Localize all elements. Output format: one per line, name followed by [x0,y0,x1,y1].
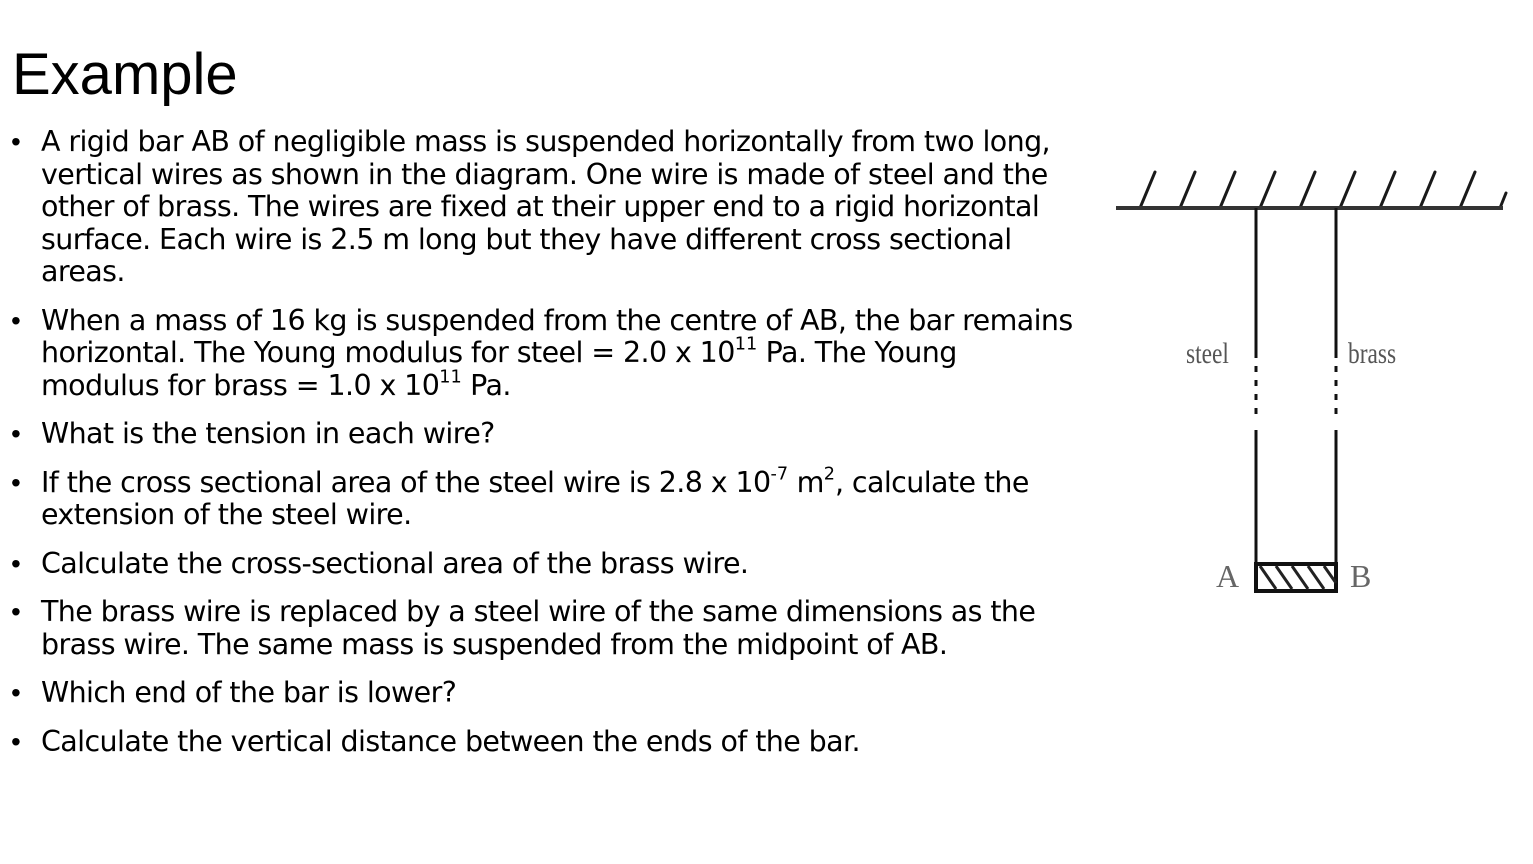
bullet-text: When a mass of 16 kg is suspended from the centre of AB, the bar remains horizontal. The Young modulus for steel = 2.0 x 10 [41,303,1073,369]
slide-title: Example [12,42,238,107]
bullet-text: Calculate the vertical distance between the ends of the bar. [41,724,860,758]
bullet-item [0,126,1075,289]
bullet-text: Which end of the bar is lower? [41,676,457,709]
bullet-text: Pa. [461,368,511,402]
bullet-item [0,548,1075,581]
end-b-label: B [1350,558,1372,594]
bullet-text: , calculate the extension of the steel wire. [41,465,1029,531]
bullet-text: If the cross sectional area of the steel wire is 2.8 x 10 [41,465,771,499]
bullet-text: A rigid bar AB of negligible mass is suspended horizontally from two long, vertical wires as shown in the diagram. One wire is made of steel and the other of brass. The wires are fixed at their upper end to a rigid horizontal surface. Each wire is 2.5 m long but they have different cross sectional areas. [41,125,1051,288]
bullet-dot-icon: • [11,418,21,449]
wire-diagram [1108,160,1508,605]
rigid-bar-ab [1256,564,1336,591]
ceiling-hatching [1140,172,1506,208]
exponent: -7 [770,464,789,485]
bullet-text: What is the tension in each wire? [41,417,495,450]
bullet-text: Pa. The Young modulus for brass = 1.0 x 10 [41,336,957,402]
bullet-item [0,464,1075,532]
bullet-list [0,126,1075,774]
bullet-item [0,596,1075,661]
bullet-dot-icon: • [11,547,21,579]
bullet-dot-icon: • [11,596,21,627]
brass-label: brass [1348,336,1397,370]
bullet-dot-icon: • [11,304,21,336]
bullet-dot-icon: • [11,677,21,708]
bullet-text: m [788,465,824,499]
bullet-item [0,305,1075,403]
bullet-dot-icon: • [11,466,21,498]
bullet-item [0,418,1075,451]
exponent: 2 [823,464,835,485]
bullet-dot-icon: • [11,725,21,757]
bullet-dot-icon: • [11,126,21,157]
bullet-item [0,677,1075,710]
bullet-text: Calculate the cross-sectional area of the brass wire. [41,546,749,580]
bullet-item [0,726,1075,759]
bullet-text: The brass wire is replaced by a steel wire of the same dimensions as the brass wire. The same mass is suspended from the midpoint of AB. [41,595,1036,661]
exponent: 11 [439,367,462,388]
end-a-label: A [1216,558,1240,594]
exponent: 11 [734,334,758,355]
steel-label: steel [1186,336,1229,370]
